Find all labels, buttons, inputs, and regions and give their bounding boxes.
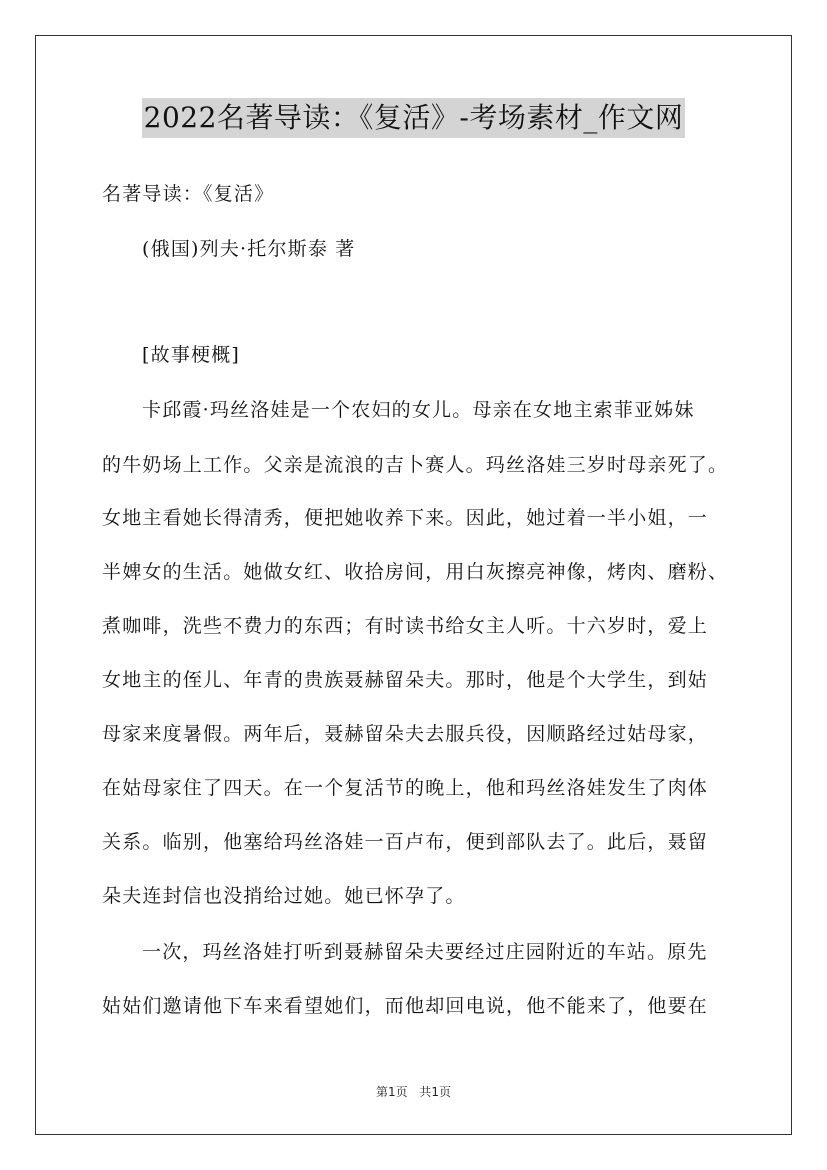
body-line: 姑姑们邀请他下车来看望她们，而他却回电说，他不能来了，他要在 (102, 995, 709, 1017)
body-line: 的牛奶场上工作。父亲是流浪的吉卜赛人。玛丝洛娃三岁时母亲死了。 (102, 454, 729, 476)
body-line: 半婢女的生活。她做女红、收拾房间，用白灰擦亮神像，烤肉、磨粉、 (102, 561, 729, 583)
body-line: 在姑母家住了四天。在一个复活节的晚上，他和玛丝洛娃发生了肉体 (102, 777, 709, 799)
body-line: 卡邱霞·玛丝洛娃是一个农妇的女儿。母亲在女地主索菲亚姊妹 (142, 399, 695, 421)
page-number: 第1页 (375, 1085, 408, 1099)
body-line: 煮咖啡，洗些不费力的东西；有时读书给女主人听。十六岁时，爱上 (102, 615, 709, 637)
page-footer (0, 1084, 827, 1100)
body-line: 一次，玛丝洛娃打听到聂赫留朵夫要经过庄园附近的车站。原先 (142, 941, 708, 963)
body-line: 女地主看她长得清秀，便把她收养下来。因此，她过着一半小姐，一 (102, 507, 709, 529)
subtitle: 名著导读：《复活》 (102, 183, 275, 205)
author-line: (俄国)列夫·托尔斯泰 著 (142, 238, 356, 260)
section-heading: [故事梗概] (142, 344, 241, 366)
body-line: 关系。临别，他塞给玛丝洛娃一百卢布，便到部队去了。此后，聂留 (102, 831, 709, 853)
title-container (0, 98, 827, 138)
document-title: 2022名著导读：《复活》-考场素材_作文网 (142, 98, 686, 138)
body-line: 母家来度暑假。两年后，聂赫留朵夫去服兵役，因顺路经过姑母家， (102, 723, 709, 745)
page-total: 共1页 (419, 1085, 452, 1099)
body-line: 女地主的侄儿、年青的贵族聂赫留朵夫。那时，他是个大学生，到姑 (102, 669, 709, 691)
body-line: 朵夫连封信也没捎给过她。她已怀孕了。 (102, 885, 466, 907)
